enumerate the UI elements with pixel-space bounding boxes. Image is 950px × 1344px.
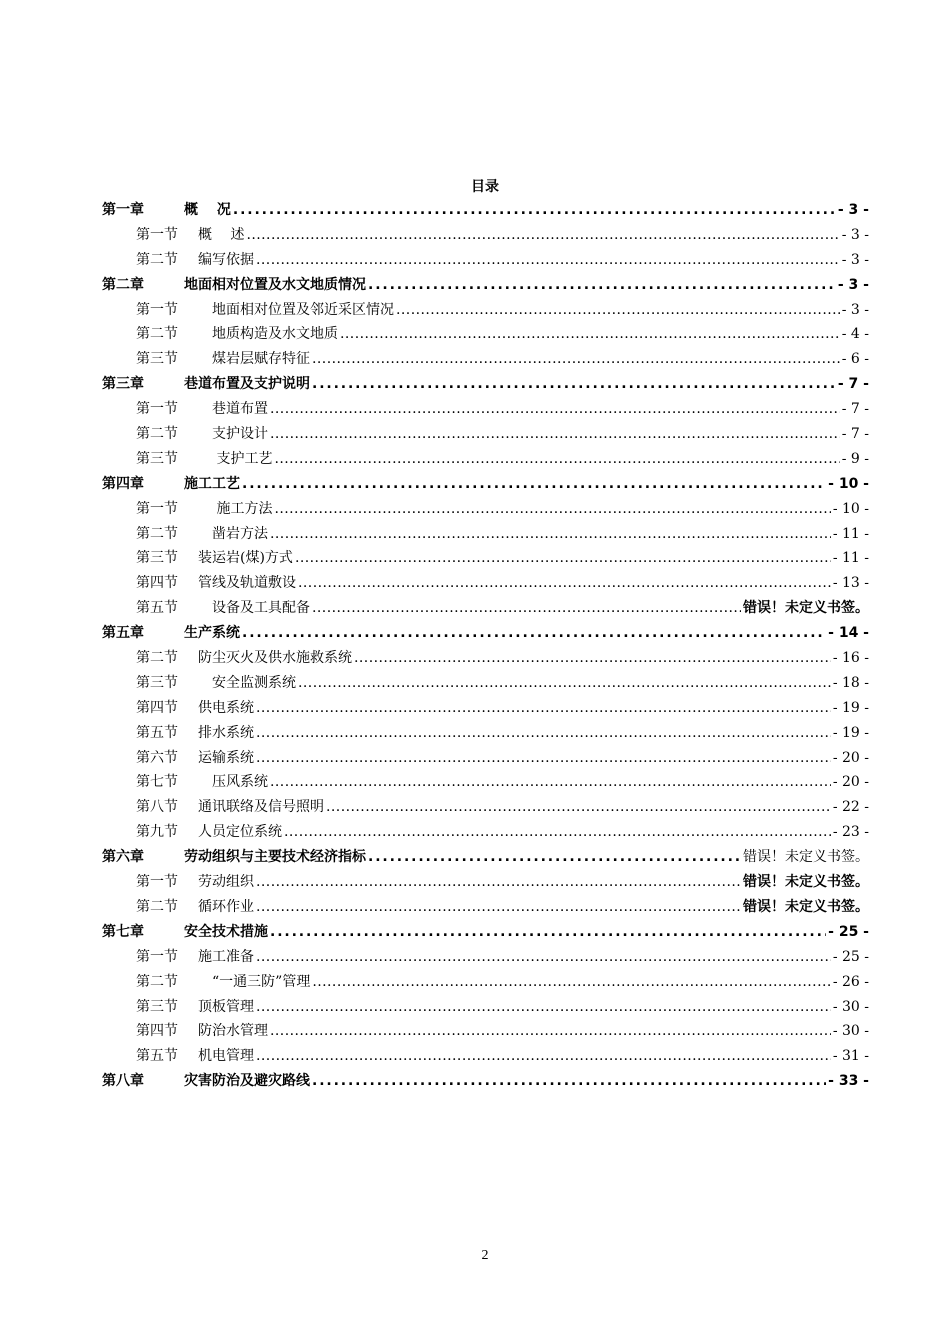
toc-entry-number: 第四章: [102, 475, 144, 492]
toc-chapter-entry[interactable]: [102, 1069, 869, 1094]
toc-entry-page: - 25 -: [828, 923, 869, 940]
toc-entry-label: [102, 920, 268, 945]
toc-entry-number: 第一节: [136, 301, 178, 318]
toc-dot-leader: [312, 347, 840, 372]
toc-entry-number: 第二节: [136, 326, 178, 343]
toc-section-entry[interactable]: [102, 546, 869, 571]
toc-entry-text: 循环作业: [198, 898, 254, 915]
toc-entry-page: - 23 -: [832, 824, 869, 841]
toc-entry-page: - 6 -: [841, 351, 869, 368]
toc-entry-text: 排水系统: [198, 724, 254, 741]
toc-entry-text: 施工准备: [198, 948, 254, 965]
toc-chapter-entry[interactable]: [102, 621, 869, 646]
toc-dot-leader: [274, 447, 839, 472]
toc-entry-label: [136, 522, 268, 547]
toc-entry-number: 第二节: [136, 525, 178, 542]
toc-entry-number: 第三节: [136, 351, 178, 368]
toc-entry-label: [136, 1044, 254, 1069]
toc-entry-label: [102, 198, 231, 223]
toc-dot-leader: [298, 671, 831, 696]
toc-entry-number: 第一节: [136, 948, 178, 965]
toc-entry-page: - 16 -: [832, 650, 869, 667]
toc-dot-leader: [368, 845, 741, 870]
toc-section-entry[interactable]: [102, 970, 869, 995]
toc-entry-page: - 33 -: [828, 1073, 869, 1090]
toc-entry-page: - 19 -: [832, 699, 869, 716]
toc-dot-leader: [312, 1069, 826, 1094]
toc-entry-text: 概 述: [198, 226, 245, 243]
toc-entry-label: [136, 397, 268, 422]
toc-entry-label: [102, 273, 366, 298]
toc-dot-leader: [256, 1044, 831, 1069]
toc-entry-label: [136, 298, 394, 323]
toc-entry-number: 第三章: [102, 376, 144, 393]
toc-chapter-entry[interactable]: [102, 920, 869, 945]
toc-entry-number: 第五章: [102, 625, 144, 642]
toc-section-entry[interactable]: [102, 646, 869, 671]
toc-entry-number: 第二节: [136, 650, 178, 667]
toc-entry-page: - 4 -: [841, 326, 869, 343]
toc-entry-text: 顶板管理: [198, 998, 254, 1015]
toc-section-entry[interactable]: [102, 248, 869, 273]
toc-entry-text: 施工方法: [198, 500, 273, 517]
toc-entry-page: - 3 -: [837, 276, 869, 293]
toc-entry-text: 地质构造及水文地质: [198, 326, 338, 343]
toc-entry-number: 第三节: [136, 998, 178, 1015]
toc-dot-leader: [256, 746, 831, 771]
toc-chapter-entry[interactable]: [102, 472, 869, 497]
toc-entry-text: 劳动组织: [198, 874, 254, 891]
toc-entry-text: 安全技术措施: [184, 923, 268, 940]
toc-entry-number: 第七节: [136, 774, 178, 791]
toc-entry-number: 第六章: [102, 849, 144, 866]
toc-entry-number: 第三节: [136, 550, 178, 567]
toc-entry-number: 第八节: [136, 799, 178, 816]
toc-dot-leader: [270, 397, 840, 422]
toc-entry-text: 支护工艺: [198, 450, 273, 467]
toc-dot-leader: [312, 596, 741, 621]
toc-entry-page: 错误！未定义书签。: [743, 898, 869, 915]
toc-entry-label: [136, 696, 254, 721]
toc-section-entry[interactable]: [102, 721, 869, 746]
toc-entry-label: [136, 945, 254, 970]
toc-dot-leader: [270, 1019, 831, 1044]
toc-entry-page: - 31 -: [832, 1048, 869, 1065]
toc-entry-number: 第三节: [136, 674, 178, 691]
toc-entry-text: 运输系统: [198, 749, 254, 766]
toc-entry-number: 第一节: [136, 401, 178, 418]
toc-entry-label: [136, 596, 310, 621]
toc-entry-label: [102, 472, 240, 497]
toc-entry-label: [136, 447, 272, 472]
toc-dot-leader: [270, 920, 826, 945]
toc-entry-page: - 25 -: [832, 948, 869, 965]
toc-entry-page: - 20 -: [832, 774, 869, 791]
toc-entry-text: 设备及工具配备: [198, 600, 310, 617]
toc-entry-text: 生产系统: [184, 625, 240, 642]
toc-dot-leader: [368, 273, 836, 298]
toc-entry-label: [136, 870, 254, 895]
toc-entry-text: 编写依据: [198, 251, 254, 268]
toc-entry-text: “一通三防”管理: [198, 973, 311, 990]
toc-entry-page: - 18 -: [832, 674, 869, 691]
toc-section-entry[interactable]: [102, 870, 869, 895]
toc-dot-leader: [312, 372, 836, 397]
toc-entry-text: 灾害防治及避灾路线: [184, 1073, 310, 1090]
toc-section-entry[interactable]: [102, 1044, 869, 1069]
toc-dot-leader: [242, 621, 826, 646]
toc-section-entry[interactable]: [102, 671, 869, 696]
toc-entry-number: 第一节: [136, 500, 178, 517]
toc-entry-number: 第五节: [136, 600, 178, 617]
toc-entry-page: - 13 -: [832, 575, 869, 592]
toc-entry-text: 地面相对位置及邻近采区情况: [198, 301, 394, 318]
toc-chapter-entry[interactable]: [102, 198, 869, 223]
toc-entry-number: 第一节: [136, 874, 178, 891]
toc-dot-leader: [256, 721, 831, 746]
toc-entry-label: [136, 422, 268, 447]
toc-entry-page: - 30 -: [832, 1023, 869, 1040]
toc-entry-text: 供电系统: [198, 699, 254, 716]
toc-entry-page: - 7 -: [841, 401, 869, 418]
toc-entry-page: - 19 -: [832, 724, 869, 741]
toc-entry-number: 第三节: [136, 450, 178, 467]
toc-entry-text: 地面相对位置及水文地质情况: [184, 276, 366, 293]
toc-dot-leader: [270, 522, 831, 547]
toc-entry-text: 管线及轨道敷设: [198, 575, 296, 592]
toc-entry-label: [136, 248, 254, 273]
toc-dot-leader: [295, 546, 831, 571]
toc-entry-number: 第八章: [102, 1073, 144, 1090]
toc-chapter-entry[interactable]: [102, 273, 869, 298]
toc-section-entry[interactable]: [102, 497, 869, 522]
toc-entry-page: - 20 -: [832, 749, 869, 766]
toc-entry-number: 第五节: [136, 724, 178, 741]
toc-entry-label: [136, 1019, 268, 1044]
toc-entry-page: - 10 -: [832, 500, 869, 517]
toc-section-entry[interactable]: [102, 347, 869, 372]
toc-dot-leader: [256, 995, 831, 1020]
toc-section-entry[interactable]: [102, 298, 869, 323]
toc-entry-page: 错误！未定义书签。: [743, 849, 869, 866]
toc-dot-leader: [256, 895, 741, 920]
toc-section-entry[interactable]: [102, 422, 869, 447]
toc-entry-text: 巷道布置及支护说明: [184, 376, 310, 393]
toc-entry-number: 第七章: [102, 923, 144, 940]
toc-entry-text: 概 况: [184, 202, 231, 218]
toc-section-entry[interactable]: [102, 397, 869, 422]
toc-dot-leader: [274, 497, 830, 522]
toc-entry-page: - 22 -: [832, 799, 869, 816]
toc-entry-label: [136, 646, 352, 671]
toc-section-entry[interactable]: [102, 696, 869, 721]
toc-entry-label: [136, 497, 272, 522]
toc-entry-number: 第四节: [136, 699, 178, 716]
toc-entry-label: [136, 770, 268, 795]
toc-dot-leader: [354, 646, 831, 671]
toc-entry-text: 装运岩(煤)方式: [198, 550, 293, 567]
toc-entry-text: 防尘灭火及供水施救系统: [198, 650, 352, 667]
toc-entry-label: [136, 820, 282, 845]
page-number: 2: [481, 1248, 489, 1263]
toc-entry-page: 错误！未定义书签。: [743, 600, 869, 617]
toc-entry-number: 第二节: [136, 251, 178, 268]
toc-entry-text: 凿岩方法: [198, 525, 268, 542]
toc-entry-page: - 30 -: [832, 998, 869, 1015]
toc-entry-label: [136, 347, 310, 372]
toc-section-entry[interactable]: [102, 223, 869, 248]
toc-entry-label: [102, 621, 240, 646]
toc-entry-number: 第四节: [136, 1023, 178, 1040]
toc-entry-page: - 10 -: [828, 475, 869, 492]
toc-entry-page: 错误！未定义书签。: [743, 874, 869, 891]
toc-entry-page: - 3 -: [841, 301, 869, 318]
toc-dot-leader: [396, 298, 840, 323]
toc-entry-label: [136, 223, 244, 248]
toc-section-entry[interactable]: [102, 322, 869, 347]
toc-entry-page: - 3 -: [841, 226, 869, 243]
toc-section-entry[interactable]: [102, 795, 869, 820]
toc-entry-number: 第二节: [136, 426, 178, 443]
toc-dot-leader: [326, 795, 831, 820]
toc-entry-text: 通讯联络及信号照明: [198, 799, 324, 816]
toc-entry-page: - 3 -: [841, 251, 869, 268]
page-title: 目录: [471, 179, 499, 195]
toc-section-entry[interactable]: [102, 522, 869, 547]
toc-entry-text: 劳动组织与主要技术经济指标: [184, 849, 366, 866]
toc-entry-label: [136, 995, 254, 1020]
toc-dot-leader: [233, 198, 836, 223]
toc-dot-leader: [312, 970, 830, 995]
toc-entry-page: - 14 -: [828, 625, 869, 642]
toc-entry-label: [102, 1069, 310, 1094]
toc-entry-text: 人员定位系统: [198, 824, 282, 841]
toc-dot-leader: [298, 571, 831, 596]
toc-section-entry[interactable]: [102, 945, 869, 970]
toc-section-entry[interactable]: [102, 447, 869, 472]
toc-entry-label: [136, 795, 324, 820]
toc-entry-label: [136, 895, 254, 920]
toc-entry-text: 巷道布置: [198, 401, 268, 418]
toc-dot-leader: [256, 248, 840, 273]
toc-dot-leader: [340, 322, 840, 347]
toc-chapter-entry[interactable]: [102, 372, 869, 397]
toc-entry-page: - 9 -: [841, 450, 869, 467]
toc-section-entry[interactable]: [102, 995, 869, 1020]
toc-entry-text: 煤岩层赋存特征: [198, 351, 310, 368]
toc-section-entry[interactable]: [102, 1019, 869, 1044]
toc-entry-label: [136, 546, 293, 571]
toc-entry-label: [136, 970, 310, 995]
toc-entry-label: [136, 671, 296, 696]
toc-entry-page: - 11 -: [832, 525, 869, 542]
table-of-contents: [102, 198, 869, 1094]
toc-entry-number: 第一节: [136, 226, 178, 243]
toc-dot-leader: [256, 870, 741, 895]
toc-entry-number: 第九节: [136, 824, 178, 841]
toc-entry-text: 支护设计: [198, 426, 268, 443]
toc-entry-text: 压风系统: [198, 774, 268, 791]
toc-section-entry[interactable]: [102, 596, 869, 621]
toc-entry-text: 机电管理: [198, 1048, 254, 1065]
toc-entry-number: 第二节: [136, 898, 178, 915]
toc-entry-label: [102, 372, 310, 397]
toc-entry-number: 第一章: [102, 202, 144, 218]
toc-entry-number: 第二章: [102, 276, 144, 293]
toc-entry-text: 施工工艺: [184, 475, 240, 492]
toc-dot-leader: [270, 770, 831, 795]
toc-dot-leader: [242, 472, 826, 497]
toc-entry-number: 第六节: [136, 749, 178, 766]
toc-entry-page: - 7 -: [841, 426, 869, 443]
toc-entry-number: 第四节: [136, 575, 178, 592]
toc-dot-leader: [270, 422, 840, 447]
toc-entry-label: [136, 322, 338, 347]
toc-entry-page: - 11 -: [832, 550, 869, 567]
toc-entry-label: [136, 721, 254, 746]
toc-entry-page: - 3 -: [837, 202, 869, 218]
toc-entry-label: [136, 571, 296, 596]
toc-entry-page: - 7 -: [837, 376, 869, 393]
toc-section-entry[interactable]: [102, 820, 869, 845]
toc-dot-leader: [256, 945, 831, 970]
toc-entry-text: 防治水管理: [198, 1023, 268, 1040]
toc-entry-page: - 26 -: [832, 973, 869, 990]
toc-dot-leader: [284, 820, 831, 845]
toc-chapter-entry[interactable]: [102, 845, 869, 870]
toc-section-entry[interactable]: [102, 746, 869, 771]
toc-entry-text: 安全监测系统: [198, 674, 296, 691]
toc-entry-label: [102, 845, 366, 870]
toc-section-entry[interactable]: [102, 571, 869, 596]
toc-entry-number: 第二节: [136, 973, 178, 990]
toc-entry-number: 第五节: [136, 1048, 178, 1065]
toc-entry-label: [136, 746, 254, 771]
toc-section-entry[interactable]: [102, 770, 869, 795]
toc-section-entry[interactable]: [102, 895, 869, 920]
toc-dot-leader: [256, 696, 831, 721]
toc-dot-leader: [246, 223, 839, 248]
